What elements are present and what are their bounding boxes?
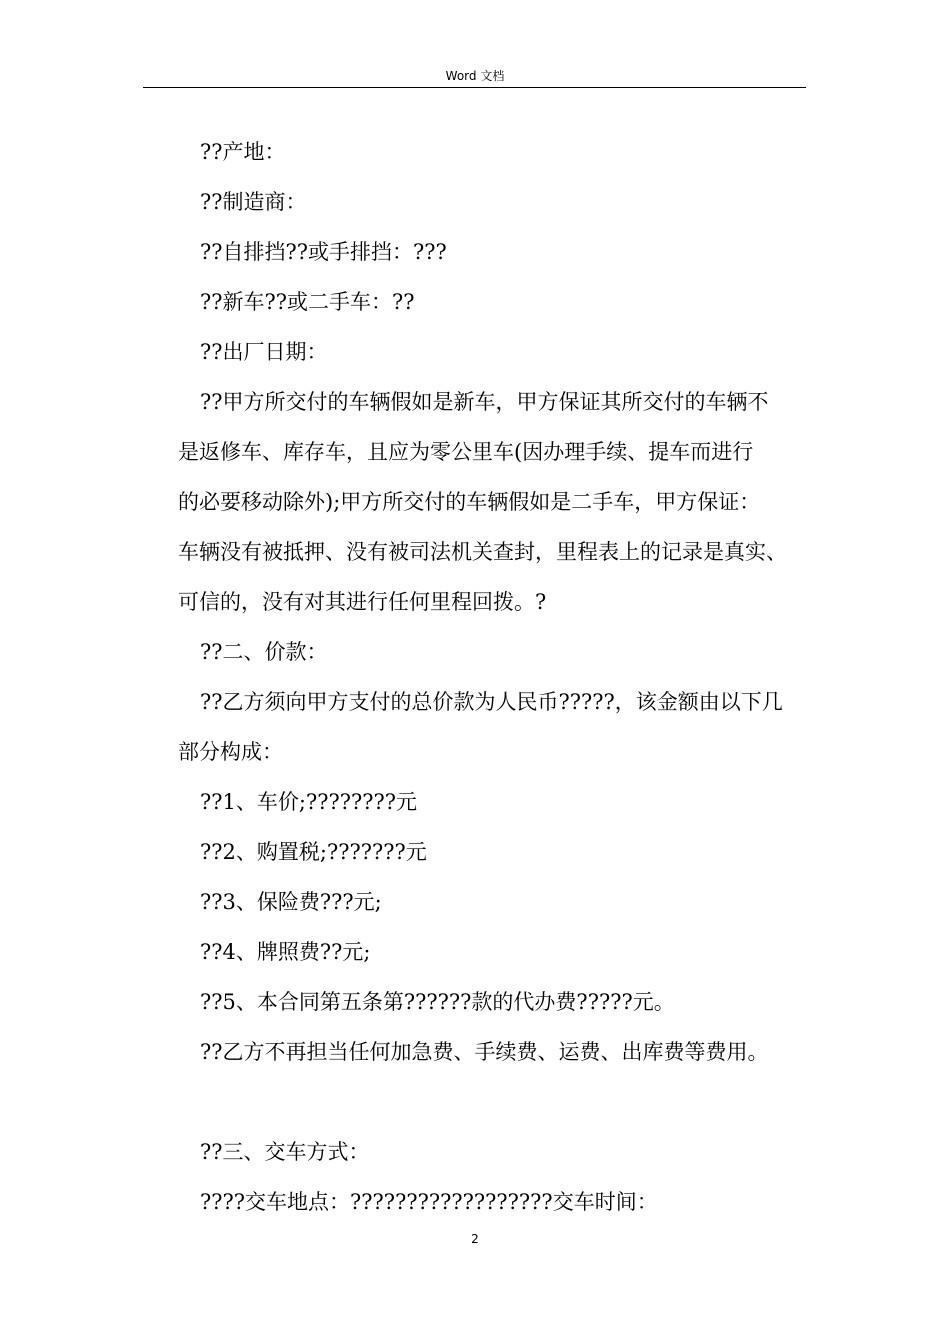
paragraph-line: ??自排挡??或手排挡：??? xyxy=(200,240,447,264)
paragraph-line: ??乙方不再担当任何加急费、手续费、运费、出库费等费用。 xyxy=(200,1040,769,1064)
paragraph-line: ??乙方须向甲方支付的总价款为人民币?????，该金额由以下几 xyxy=(200,690,783,714)
paragraph-line: ??制造商： xyxy=(200,190,307,214)
paragraph-line: 车辆没有被抵押、没有被司法机关查封，里程表上的记录是真实、 xyxy=(178,540,787,564)
section-heading: ??二、价款： xyxy=(200,640,328,664)
paragraph-line: 可信的，没有对其进行任何里程回拨。? xyxy=(178,590,547,614)
paragraph-line: ????交车地点：??????????????????交车时间： xyxy=(200,1190,658,1214)
list-item: ??3、保险费???元; xyxy=(200,890,382,914)
list-item: ??2、购置税;???????元 xyxy=(200,840,427,864)
header-divider xyxy=(143,87,806,88)
blank-line xyxy=(178,1077,818,1127)
list-item: ??5、本合同第五条第??????款的代办费?????元。 xyxy=(200,990,675,1014)
paragraph-line: ??出厂日期： xyxy=(200,340,328,364)
paragraph-line: 部分构成： xyxy=(178,740,283,764)
paragraph-line: ??产地： xyxy=(200,140,286,164)
list-item: ??1、车价;????????元 xyxy=(200,790,418,814)
paragraph-line: 是返修车、库存车，且应为零公里车(因办理手续、提车而进行 xyxy=(178,440,754,464)
paragraph-line: ??甲方所交付的车辆假如是新车，甲方保证其所交付的车辆不 xyxy=(200,390,769,414)
document-body xyxy=(178,127,818,1227)
section-heading: ??三、交车方式： xyxy=(200,1140,370,1164)
page-number: 2 xyxy=(471,1232,479,1246)
paragraph-line: 的必要移动除外);甲方所交付的车辆假如是二手车，甲方保证： xyxy=(178,490,761,514)
paragraph-line: ??新车??或二手车：?? xyxy=(200,290,415,314)
page-header: Word 文档 xyxy=(445,69,505,83)
list-item: ??4、牌照费??元; xyxy=(200,940,371,964)
